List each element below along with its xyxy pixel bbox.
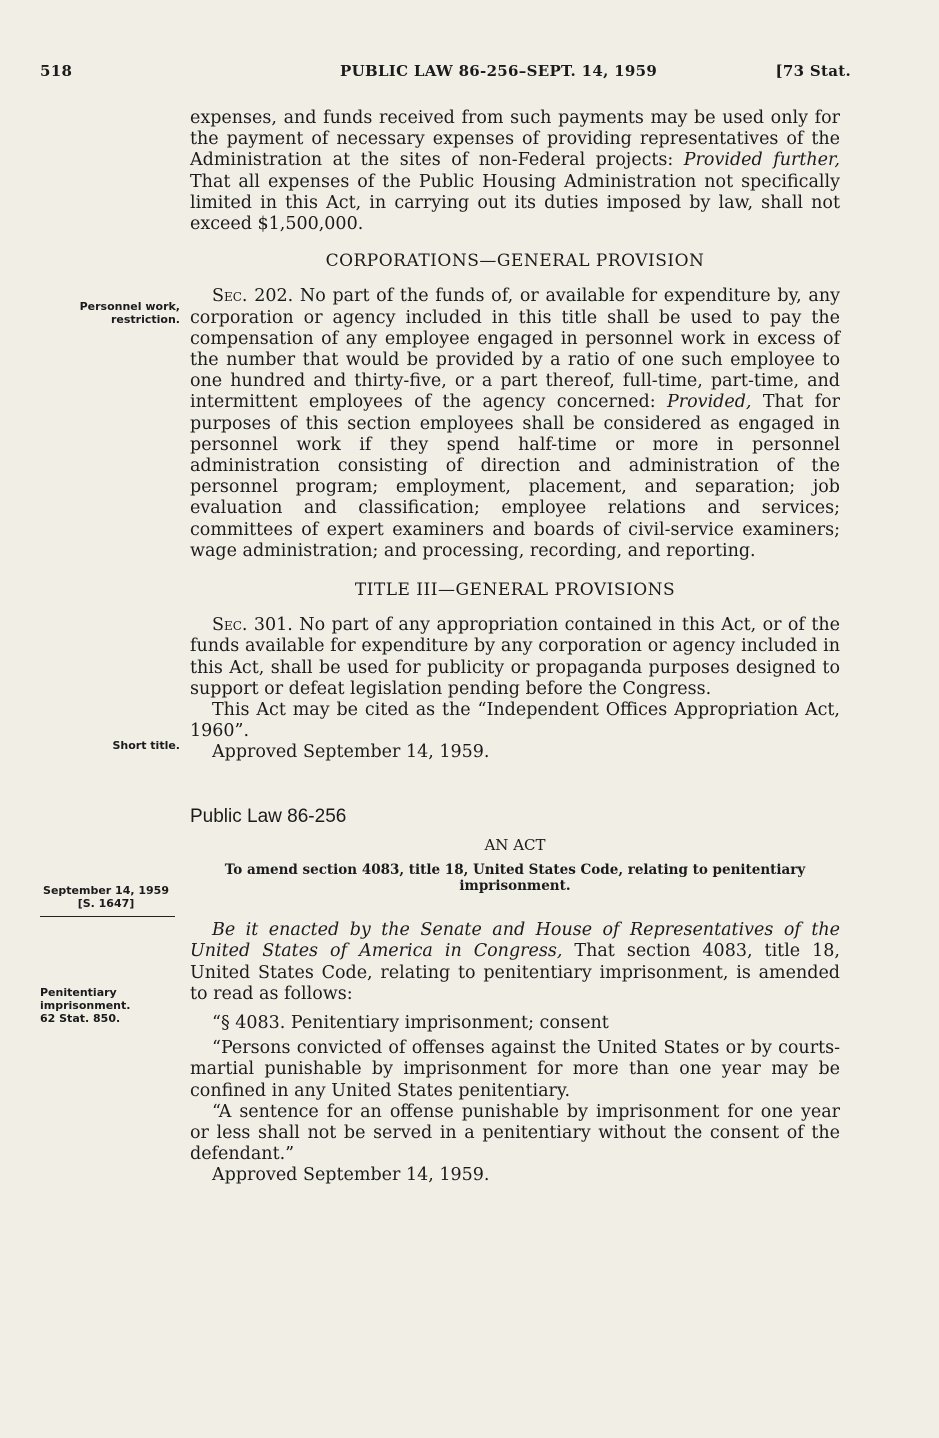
quoted-paragraph-1: “Persons convicted of offenses against the United States or by courts-martial punishable by imprisonment for more than one year may be confined in any United States penitentiary. — [190, 1038, 840, 1101]
paragraph-expenses: expenses, and funds received from such payments may be used only for the payment of necessary expenses of providing representatives of the Administration at the sites of non-Federal projects: Provided further, That all expenses of the Public Housing Administration not specifically limited in this Act, in carrying out its duties imposed by law, shall not exceed $1,500,000. — [190, 108, 840, 235]
heading-title-iii: TITLE III—GENERAL PROVISIONS — [354, 580, 676, 601]
paragraph-sec-202: Sec. 202. No part of the funds of, or available for expenditure by, any corporation or agency included in this title shall be used to pay the compensation of any employee engaged in personnel work in excess of the number that would be provided by a ratio of one such employee to one hundred and thirty-five, or a part thereof, full-time, part-time, and intermittent employees of the agency concerned: Provided, That for purposes of this section employees shall be considered as engaged in personnel work if they spend half-time or more in personnel administration consisting of direction and administration of the personnel program; employment, placement, and separation; job evaluation and classification; employee relations and services; committees of expert examiners and boards of civil-service examiners; wage administration; and processing, recording, and reporting. — [190, 286, 840, 561]
document-body — [190, 108, 840, 1187]
margin-note-short-title: Short title. — [112, 739, 180, 752]
approved-date-1: Approved September 14, 1959. — [212, 742, 490, 763]
quoted-paragraph-2: “A sentence for an offense punishable by imprisonment for one year or less shall not be served in a penitentiary without the consent of the defendant.” — [190, 1101, 840, 1165]
act-description: To amend section 4083, title 18, United States Code, relating to penitentiary imprisonment. — [224, 862, 806, 895]
margin-rule — [40, 916, 175, 917]
volume-reference: [73 Stat. — [775, 62, 851, 80]
margin-note-personnel: Personnel work, restriction. — [79, 300, 180, 326]
paragraph-short-title: This Act may be cited as the “Independent Offices Appropriation Act, 1960”. — [190, 700, 840, 742]
an-act-heading: AN ACT — [484, 835, 546, 854]
public-law-number: Public Law 86-256 — [190, 805, 347, 827]
enacting-clause: Be it enacted by the Senate and House of Representatives of the United States of America in Congress, That section 4083, title 18, United States Code, relating to penitentiary imprisonment, is amended to read as follows: — [190, 920, 840, 1004]
margin-note-date-bill: September 14, 1959 [S. 1647] — [43, 884, 169, 910]
margin-note-penitentiary: Penitentiary imprisonment. 62 Stat. 850. — [40, 986, 131, 1025]
paragraph-sec-301: Sec. 301. No part of any appropriation contained in this Act, or of the funds available for expenditure by any corporation or agency included in this Act, shall be used for publicity or propaganda purposes designed to support or defeat legislation pending before the Congress. — [190, 615, 840, 699]
approved-date-2: Approved September 14, 1959. — [212, 1165, 490, 1186]
heading-corporations: CORPORATIONS—GENERAL PROVISION — [325, 251, 705, 272]
page-number: 518 — [40, 62, 73, 80]
page-header — [40, 62, 851, 88]
section-4083-heading: “§ 4083. Penitentiary imprisonment; consent — [212, 1012, 609, 1033]
running-title: PUBLIC LAW 86-256–SEPT. 14, 1959 — [340, 62, 658, 80]
